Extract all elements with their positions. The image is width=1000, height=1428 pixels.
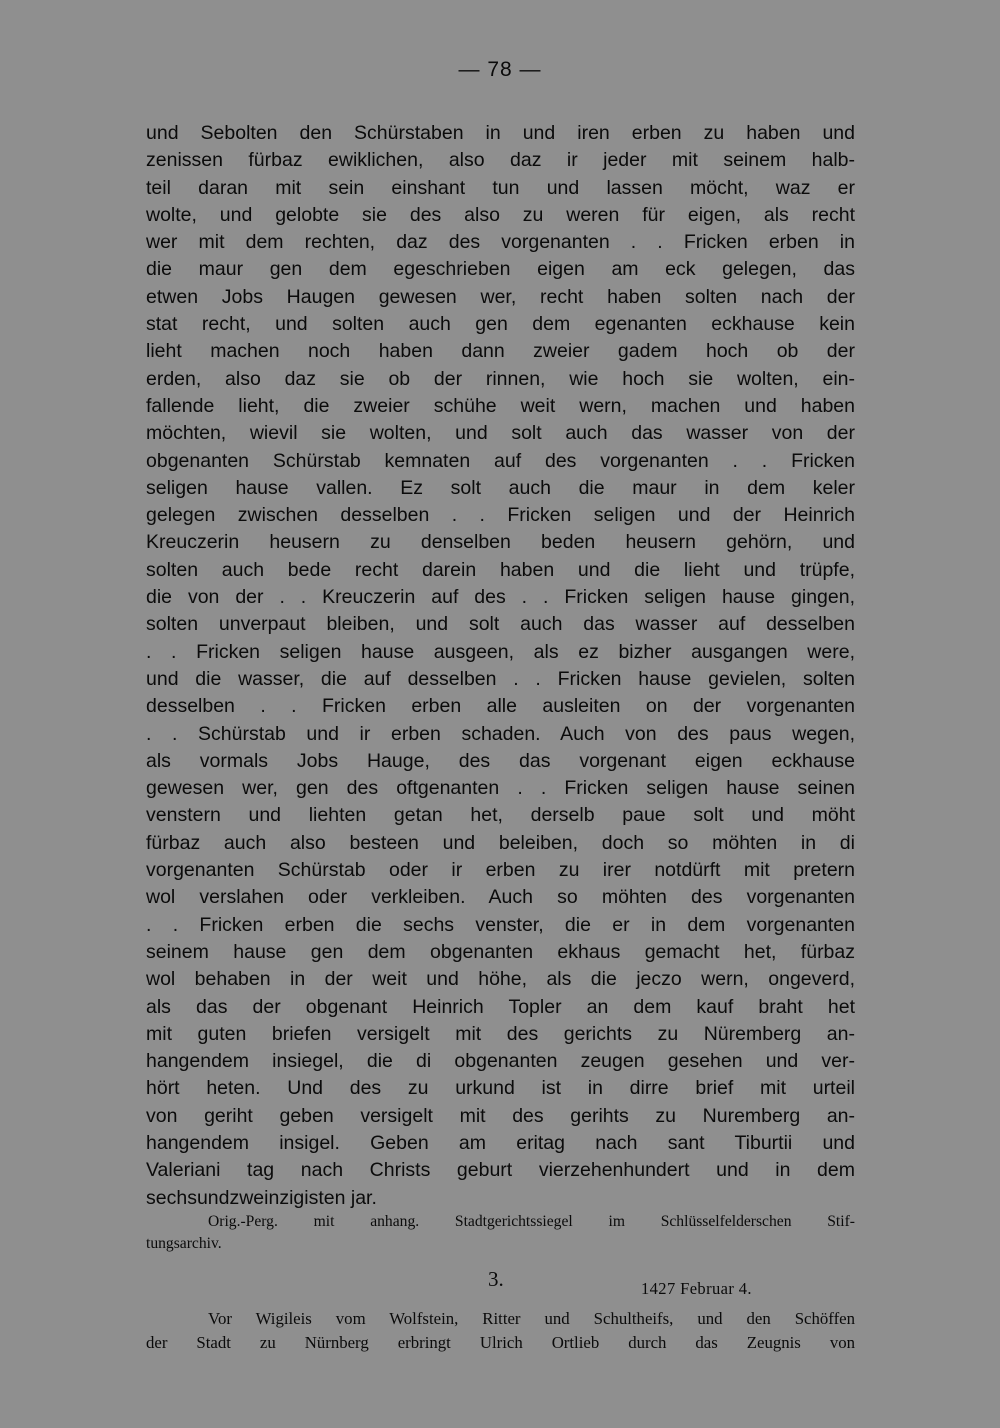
body-line: stat recht, und solten auch gen dem egenanten eckhause kein xyxy=(146,313,855,336)
document-regest xyxy=(146,1307,855,1355)
body-line: solten unverpaut bleiben, und solt auch das wasser auf desselben xyxy=(146,613,855,636)
body-line: hangendem insiegel, die di obgenanten zeugen gesehen und ver- xyxy=(146,1050,855,1073)
body-line: teil daran mit sein einshant tun und lassen möcht, waz er xyxy=(146,176,855,199)
body-line: Kreuczerin heusern zu denselben beden heusern gehörn, und xyxy=(146,531,855,554)
body-line: etwen Jobs Haugen gewesen wer, recht haben solten nach der xyxy=(146,285,855,308)
body-line: . . Fricken seligen hause ausgeen, als ez bizher ausgangen were, xyxy=(146,640,855,663)
body-line: desselben . . Fricken erben alle ausleiten on der vorgenanten xyxy=(146,695,855,718)
body-line: Valeriani tag nach Christs geburt vierzehenhundert und in dem xyxy=(146,1159,855,1182)
body-line: gewesen wer, gen des oftgenanten . . Fricken seligen hause seinen xyxy=(146,777,855,800)
body-line: wol behaben in der weit und höhe, als die jeczo wern, ongeverd, xyxy=(146,968,855,991)
body-line: von geriht geben versigelt mit des gerihts zu Nuremberg an- xyxy=(146,1104,855,1127)
body-line: seligen hause vallen. Ez solt auch die maur in dem keler xyxy=(146,476,855,499)
body-line: mit guten briefen versigelt mit des gerichts zu Nüremberg an- xyxy=(146,1022,855,1045)
body-line: solten auch bede recht darein haben und die lieht und trüpfe, xyxy=(146,558,855,581)
body-line: die maur gen dem egeschrieben eigen am eck gelegen, das xyxy=(146,258,855,281)
source-note-line: tungsarchiv. xyxy=(146,1235,222,1252)
regest-line: der Stadt zu Nürnberg erbringt Ulrich Ortlieb durch das Zeugnis von xyxy=(146,1333,855,1352)
body-line: venstern und liehten getan het, derselb paue solt und möht xyxy=(146,804,855,827)
body-line: als vormals Jobs Hauge, des das vorgenant eigen eckhause xyxy=(146,749,855,772)
body-line: seinem hause gen dem obgenanten ekhaus gemacht het, fürbaz xyxy=(146,940,855,963)
page-number: — 78 — xyxy=(458,58,542,81)
body-line: wol verslahen oder verkleiben. Auch so möhten des vorgenanten xyxy=(146,886,855,909)
source-note xyxy=(146,1211,855,1255)
body-line: sechsundzweinzigisten jar. xyxy=(146,1186,377,1209)
body-line: und die wasser, die auf desselben . . Fricken hause gevielen, solten xyxy=(146,667,855,690)
body-line: hört heten. Und des zu urkund ist in dirre brief mit urteil xyxy=(146,1077,855,1100)
body-line: obgenanten Schürstab kemnaten auf des vorgenanten . . Fricken xyxy=(146,449,855,472)
body-line: . . Fricken erben die sechs venster, die er in dem vorgenanten xyxy=(146,913,855,936)
body-text xyxy=(146,120,855,1212)
body-line: gelegen zwischen desselben . . Fricken seligen und der Heinrich xyxy=(146,504,855,527)
body-line: fürbaz auch also besteen und beleiben, doch so möhten in di xyxy=(146,831,855,854)
document-number: 3. xyxy=(488,1267,504,1291)
body-line: hangendem insigel. Geben am eritag nach sant Tiburtii und xyxy=(146,1131,855,1154)
body-line: und Sebolten den Schürstaben in und iren erben zu haben und xyxy=(146,122,855,144)
body-line: die von der . . Kreuczerin auf des . . Fricken seligen hause gingen, xyxy=(146,586,855,609)
body-line: erden, also daz sie ob der rinnen, wie hoch sie wolten, ein- xyxy=(146,367,855,390)
regest-line: Vor Wigileis vom Wolfstein, Ritter und Schultheifs, und den Schöffen xyxy=(208,1309,855,1328)
body-line: wolte, und gelobte sie des also zu weren für eigen, als recht xyxy=(146,203,855,226)
body-line: vorgenanten Schürstab oder ir erben zu irer notdürft mit pretern xyxy=(146,859,855,882)
body-line: . . Schürstab und ir erben schaden. Auch von des paus wegen, xyxy=(146,722,855,745)
body-line: lieht machen noch haben dann zweier gadem hoch ob der xyxy=(146,340,855,363)
body-line: möchten, wievil sie wolten, und solt auch das wasser von der xyxy=(146,422,855,445)
body-line: wer mit dem rechten, daz des vorgenanten . . Fricken erben in xyxy=(146,231,855,254)
body-line: als das der obgenant Heinrich Topler an dem kauf braht het xyxy=(146,995,855,1018)
document-date: 1427 Februar 4. xyxy=(641,1279,752,1298)
source-note-line: Orig.-Perg. mit anhang. Stadtgerichtssiegel im Schlüsselfelderschen Stif- xyxy=(208,1213,855,1230)
body-line: fallende lieht, die zweier schühe weit wern, machen und haben xyxy=(146,394,855,417)
body-line: zenissen fürbaz ewiklichen, also daz ir jeder mit seinem halb- xyxy=(146,149,855,172)
